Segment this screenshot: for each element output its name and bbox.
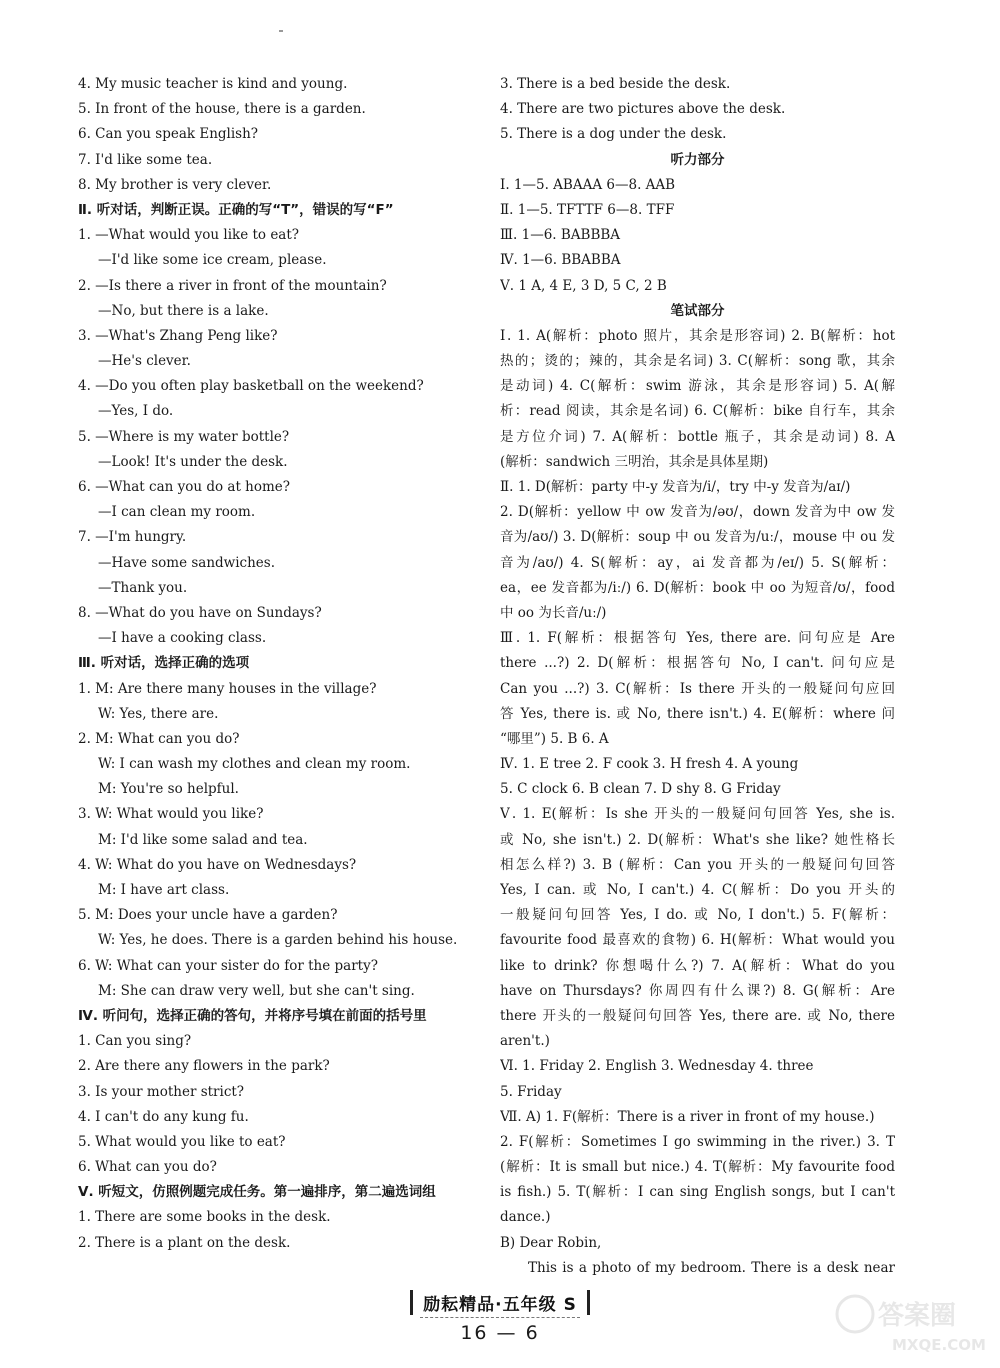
right-column-line: aren't.)	[500, 1033, 550, 1050]
left-column-line: 5. In front of the house, there is a garden.	[78, 101, 366, 118]
left-column-line: —I'd like some ice cream, please.	[98, 252, 327, 269]
left-column-line: —Thank you.	[98, 579, 188, 596]
right-column	[500, 72, 895, 1281]
watermark-url: MXQE.COM	[892, 1336, 986, 1354]
left-column-line: 6. What can you do?	[78, 1159, 217, 1176]
right-column-line: Ⅳ. 1. E tree 2. F cook 3. H fresh 4. A young	[500, 756, 799, 773]
right-column-line: 2. F(解析：Sometimes I go swimming in the river.) 3. T	[500, 1133, 895, 1150]
left-column-line: Ⅲ. 听对话，选择正确的选项	[78, 655, 250, 672]
left-column-line: Ⅴ. 听短文，仿照例题完成任务。第一遍排序，第二遍选词组	[78, 1184, 436, 1201]
left-column-line: 3. W: What would you like?	[78, 806, 264, 823]
right-column-line: 音为/aʊ/) 3. D(解析：soup 中 ou 发音为/uː/，mouse 中 ou 发	[500, 529, 895, 546]
right-column-line: there 开头的一般疑问句回答 Yes, there are. 或 No, there	[500, 1007, 895, 1024]
watermark-text: 答案圈	[878, 1301, 957, 1331]
right-column-line: 一般疑问句回答 Yes, I do. 或 No, I don't.) 5. F(解析：	[500, 907, 895, 924]
right-column-line: Can you ...?) 3. C(解析：Is there 开头的一般疑问句应回	[500, 680, 895, 697]
left-column-line: 2. Are there any flowers in the park?	[78, 1058, 330, 1075]
right-column-line: Ⅲ. 1. F(解析：根据答句 Yes, there are. 问句应是 Are	[500, 630, 895, 647]
right-column-line: favourite food 最喜欢的食物) 6. H(解析：What would you	[500, 932, 895, 949]
right-column-line: 4. There are two pictures above the desk.	[500, 101, 786, 118]
right-column-line: Ⅴ. 1 A, 4 E, 3 D, 5 C, 2 B	[500, 277, 667, 294]
left-column-line: 2. M: What can you do?	[78, 730, 240, 747]
left-column-line: —Yes, I do.	[98, 403, 174, 420]
right-column-line: This is a photo of my bedroom. There is a desk near	[528, 1259, 895, 1276]
left-column-line: 1. Can you sing?	[78, 1033, 192, 1050]
left-column-line: 8. My brother is very clever.	[78, 176, 272, 193]
left-column-line: 3. Is your mother strict?	[78, 1083, 245, 1100]
left-column-line: 6. Can you speak English?	[78, 126, 259, 143]
right-column-line: 2. D(解析：yellow 中 ow 发音为/əʊ/，down 发音为中 ow 发	[500, 504, 895, 521]
right-column-line: “哪里”) 5. B 6. A	[500, 730, 609, 747]
left-column-line: 5. What would you like to eat?	[78, 1133, 286, 1150]
right-column-line: Ⅱ. 1. D(解析：party 中-y 发音为/i/，try 中-y 发音为/aɪ/)	[500, 479, 851, 495]
right-column-line: 热的；烫的；辣的，其余是名词) 3. C(解析：song 歌，其余	[500, 353, 895, 370]
right-column-line: ea，ee 发音都为/iː/) 6. D(解析：book 中 oo 为短音/ʊ/，food	[500, 579, 895, 596]
left-column-line: 1. There are some books in the desk.	[78, 1209, 331, 1226]
left-column-line: W: Yes, he does. There is a garden behind his house.	[98, 932, 458, 949]
right-column-line: Ⅲ. 1—6. BABBBA	[500, 227, 621, 244]
left-column	[78, 72, 486, 1256]
left-column-line: M: I have art class.	[98, 882, 230, 898]
left-column-line: 5. M: Does your uncle have a garden?	[78, 907, 338, 924]
right-column-line: like to drink? 你想喝什么?) 7. A(解析：What do you	[500, 957, 895, 974]
right-column-line: 3. There is a bed beside the desk.	[500, 76, 731, 92]
right-column-line: dance.)	[500, 1209, 551, 1226]
left-column-line: 7. —I'm hungry.	[78, 529, 187, 546]
left-column-line: M: I'd like some salad and tea.	[98, 831, 308, 848]
right-column-line: 5. Friday	[500, 1083, 562, 1100]
left-column-line: 7. I'd like some tea.	[78, 151, 213, 168]
footer-brand: 励耘精品·五年级 S	[423, 1295, 577, 1315]
right-column-line: 音为/aʊ/) 4. S(解析：ay，ai 发音都为/eɪ/) 5. S(解析：	[500, 554, 895, 571]
right-column-line: (解析：It is small but nice.) 4. T(解析：My favourite food	[500, 1159, 895, 1176]
scan-speck	[279, 30, 283, 32]
left-column-line: —I can clean my room.	[98, 504, 256, 521]
right-column-line: 中 oo 为长音/uː/)	[500, 604, 607, 621]
left-column-line: Ⅱ. 听对话，判断正误。正确的写“T”，错误的写“F”	[78, 201, 394, 218]
right-column-line: have on Thursdays? 你周四有什么课?) 8. G(解析：Are	[500, 982, 895, 999]
left-column-line: 4. I can't do any kung fu.	[78, 1108, 249, 1125]
page-number: 16 — 6	[460, 1322, 540, 1344]
left-column-line: —Look! It's under the desk.	[98, 453, 288, 470]
right-column-line: 或 No, she isn't.) 2. D(解析：What's she like? 她性格长	[500, 831, 895, 848]
footer-brand-frame	[410, 1290, 590, 1315]
right-column-line: 是动词) 4. C(解析：swim 游泳，其余是形容词) 5. A(解	[500, 378, 895, 395]
left-column-line: 1. M: Are there many houses in the village?	[78, 680, 377, 697]
left-column-line: M: You're so helpful.	[98, 781, 239, 798]
left-column-line: Ⅳ. 听问句，选择正确的答句，并将序号填在前面的括号里	[78, 1007, 427, 1024]
right-column-line: Ⅰ. 1—5. ABAAA 6—8. AAB	[500, 176, 676, 193]
watermark-logo	[830, 1288, 990, 1358]
right-column-line: 笔试部分	[670, 302, 725, 319]
right-column-line: 5. There is a dog under the desk.	[500, 126, 727, 143]
left-column-line: 5. —Where is my water bottle?	[78, 428, 290, 445]
left-column-line: 2. There is a plant on the desk.	[78, 1234, 291, 1251]
right-column-line: Ⅴ. 1. E(解析：Is she 开头的一般疑问句回答 Yes, she is.	[500, 806, 895, 823]
right-column-line: 是方位介词) 7. A(解析：bottle 瓶子，其余是动词) 8. A	[500, 428, 895, 445]
left-column-line: M: She can draw very well, but she can't sing.	[98, 982, 415, 999]
left-column-line: 4. My music teacher is kind and young.	[78, 76, 348, 92]
left-column-line: —No, but there is a lake.	[98, 302, 269, 319]
right-column-line: (解析：sandwich 三明治，其余是具体星期)	[500, 453, 769, 470]
left-column-line: —I have a cooking class.	[98, 630, 267, 647]
right-column-line: B) Dear Robin,	[500, 1234, 602, 1251]
left-column-line: 3. —What's Zhang Peng like?	[78, 327, 278, 344]
right-column-line: is fish.) 5. T(解析：I can sing English songs, but I can't	[500, 1184, 895, 1201]
right-column-line: 听力部分	[670, 151, 725, 168]
right-column-line: 答 Yes, there is. 或 No, there isn't.) 4. E(解析：where 问	[500, 705, 895, 722]
left-column-line: —He's clever.	[98, 353, 191, 370]
right-column-line: 5. C clock 6. B clean 7. D shy 8. G Friday	[500, 781, 781, 798]
right-column-line: 析：read 阅读，其余是名词) 6. C(解析：bike 自行车，其余	[500, 403, 895, 420]
right-column-line: Ⅵ. 1. Friday 2. English 3. Wednesday 4. three	[500, 1058, 814, 1075]
right-column-line: Ⅱ. 1—5. TFTTF 6—8. TFF	[500, 201, 675, 218]
left-column-line: 4. —Do you often play basketball on the weekend?	[78, 378, 424, 395]
left-column-line: W: Yes, there are.	[98, 705, 219, 722]
right-column-line: Ⅰ. 1. A(解析：photo 照片，其余是形容词) 2. B(解析：hot	[500, 327, 895, 344]
left-column-line: —Have some sandwiches.	[98, 554, 276, 571]
left-column-line: 6. W: What can your sister do for the party?	[78, 957, 378, 974]
right-column-line: Ⅶ. A) 1. F(解析：There is a river in front of my house.)	[500, 1108, 875, 1125]
footer-divider	[420, 1317, 580, 1318]
left-column-line: 6. —What can you do at home?	[78, 479, 291, 495]
right-column-line: 相怎么样?) 3. B (解析：Can you 开头的一般疑问句回答	[500, 856, 895, 873]
right-column-line: Yes, I can. 或 No, I can't.) 4. C(解析：Do you 开头的	[500, 882, 895, 898]
left-column-line: 2. —Is there a river in front of the mountain?	[78, 277, 387, 294]
left-column-line: 1. —What would you like to eat?	[78, 227, 300, 244]
left-column-line: W: I can wash my clothes and clean my room.	[98, 756, 411, 773]
left-column-line: 8. —What do you have on Sundays?	[78, 604, 322, 621]
right-column-line: Ⅳ. 1—6. BBABBA	[500, 252, 621, 269]
right-column-line: there ...?) 2. D(解析：根据答句 No, I can't. 问句应是	[500, 655, 895, 672]
left-column-line: 4. W: What do you have on Wednesdays?	[78, 856, 357, 873]
